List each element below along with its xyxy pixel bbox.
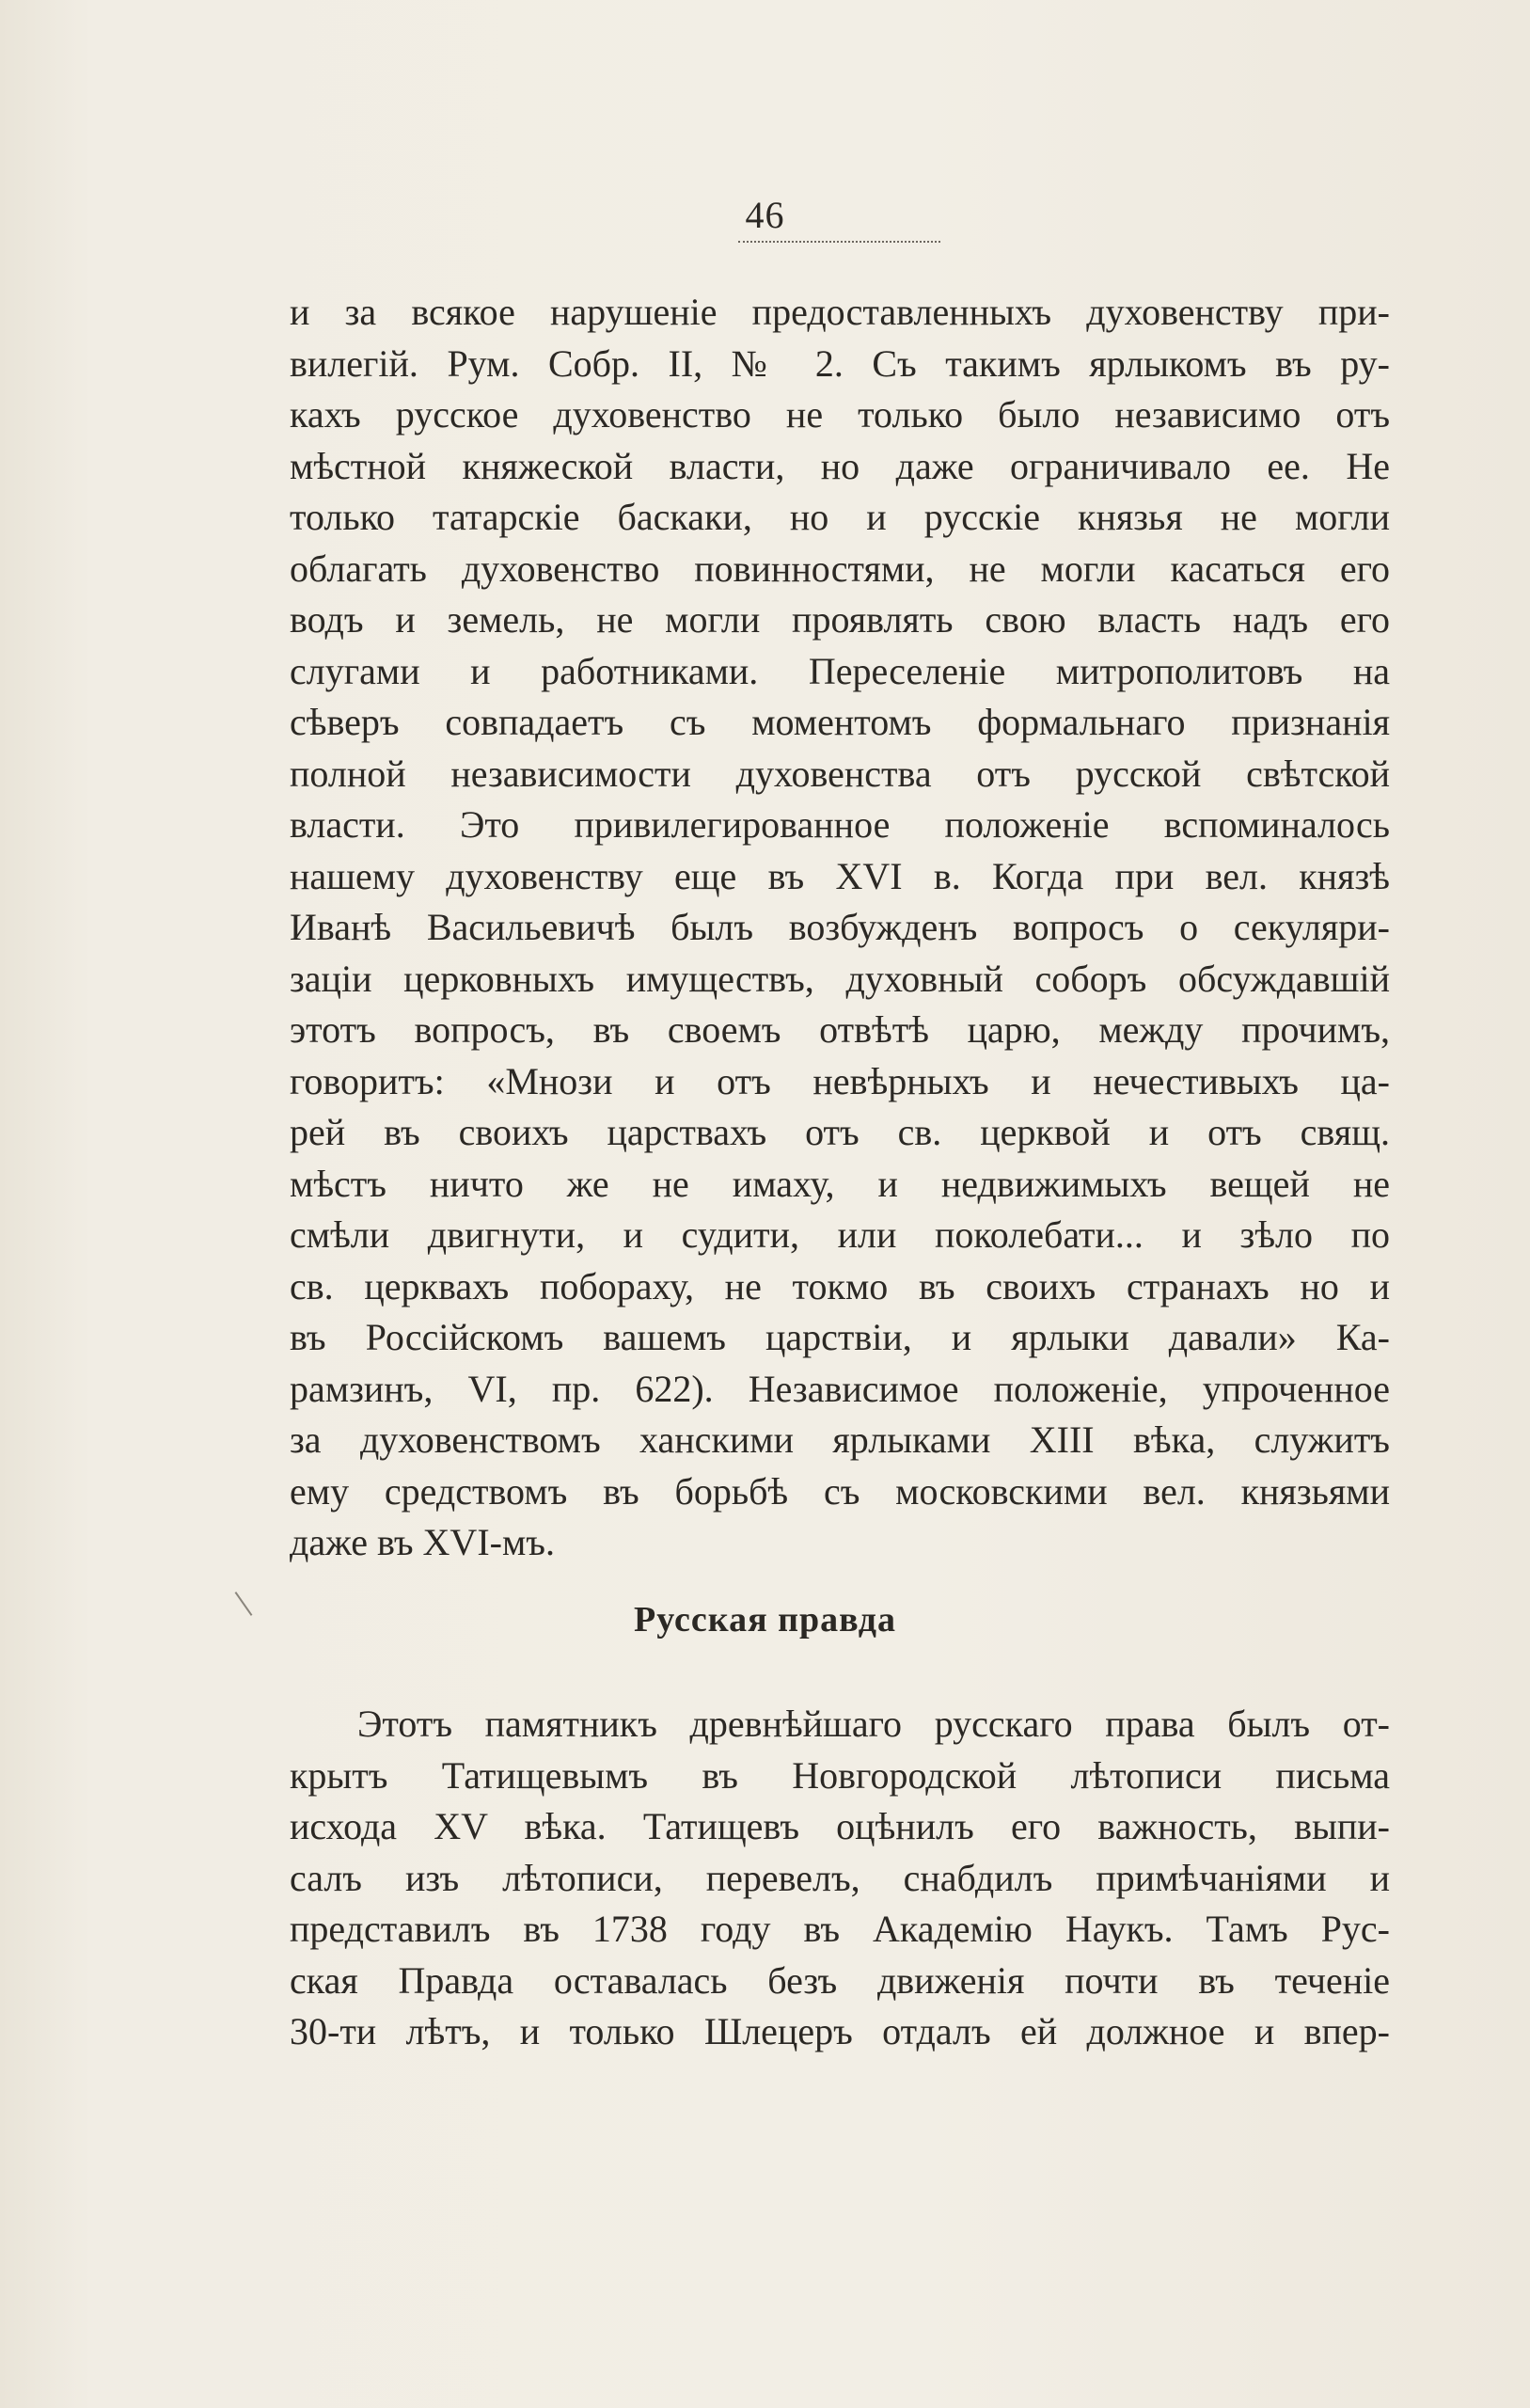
text-line: мѣстъ ничто же не имаху, и недвижимыхъ вещей не (290, 1162, 1390, 1205)
page-number-rule (738, 241, 940, 243)
text-line: ская Правда оставалась безъ движенія почти въ теченіе (290, 1958, 1390, 2002)
page-number: 46 (745, 194, 785, 236)
text-line: этотъ вопросъ, въ своемъ отвѣтѣ царю, между прочимъ, (290, 1008, 1390, 1051)
text-line: св. церквахъ побораху, не токмо въ своихъ странахъ но и (290, 1264, 1390, 1307)
text-line: Этотъ памятникъ древнѣйшаго русскаго права былъ от- (357, 1703, 1390, 1745)
text-line: власти. Это привилегированное положеніе вспоминалось (290, 803, 1390, 846)
text-line: рей въ своихъ царствахъ отъ св. церквой и отъ свящ. (290, 1111, 1390, 1153)
text-line: даже въ XVI-мъ. (290, 1521, 555, 1563)
text-line: крытъ Татищевымъ въ Новгородской лѣтописи письма (290, 1753, 1390, 1797)
paragraph-russkaya-pravda (290, 1699, 1390, 2058)
text-line: кахъ русское духовенство не только было независимо отъ (290, 393, 1390, 436)
text-line: говоритъ: «Мнози и отъ невѣрныхъ и нечестивыхъ ца- (290, 1059, 1390, 1102)
text-line: сѣверъ совпадаетъ съ моментомъ формальнаго признанія (290, 701, 1390, 743)
text-line: вилегій. Рум. Собр. II, № 2. Съ такимъ ярлыкомъ въ ру- (290, 341, 1390, 385)
text-line: рамзинъ, VI, пр. 622). Независимое положеніе, упроченное (290, 1367, 1390, 1410)
text-line: 30-ти лѣтъ, и только Шлецеръ отдалъ ей должное и впер- (290, 2010, 1390, 2052)
text-line: слугами и работниками. Переселеніе митрополитовъ на (290, 649, 1390, 692)
text-line: заціи церковныхъ имуществъ, духовный соборъ обсуждавшій (290, 957, 1390, 1000)
text-line: и за всякое нарушеніе предоставленныхъ духовенству при- (290, 291, 1390, 333)
text-line: салъ изъ лѣтописи, перевелъ, снабдилъ примѣчаніями и (290, 1856, 1390, 1899)
section-heading: Русская правда (634, 1600, 896, 1640)
text-line: исхода XV вѣка. Татищевъ оцѣнилъ его важность, выпи- (290, 1805, 1390, 1847)
text-line: за духовенствомъ ханскими ярлыками XIII вѣка, служитъ (290, 1418, 1390, 1461)
text-line: ему средствомъ въ борьбѣ съ московскими вел. князьями (290, 1469, 1390, 1513)
paragraph-church-privileges (290, 287, 1390, 1569)
text-line: водъ и земель, не могли проявлять свою власть надъ его (290, 598, 1390, 641)
text-line: полной независимости духовенства отъ русской свѣтской (290, 752, 1390, 795)
text-line: только татарскіе баскаки, но и русскіе князья не могли (290, 496, 1390, 538)
text-line: въ Россійскомъ вашемъ царствіи, и ярлыки давали» Ка- (290, 1316, 1390, 1358)
text-line: мѣстной княжеской власти, но даже ограничивало ее. Не (290, 444, 1390, 487)
text-line: Иванѣ Васильевичѣ былъ возбужденъ вопросъ о секуляри- (290, 906, 1390, 948)
text-line: облагать духовенство повинностями, не могли касаться его (290, 547, 1390, 590)
text-line: нашему духовенству еще въ XVI в. Когда при вел. князѣ (290, 854, 1390, 897)
text-line: смѣли двигнути, и судити, или поколебати... и зѣло по (290, 1213, 1390, 1256)
text-line: представилъ въ 1738 году въ Академію Наукъ. Тамъ Рус- (290, 1908, 1390, 1950)
